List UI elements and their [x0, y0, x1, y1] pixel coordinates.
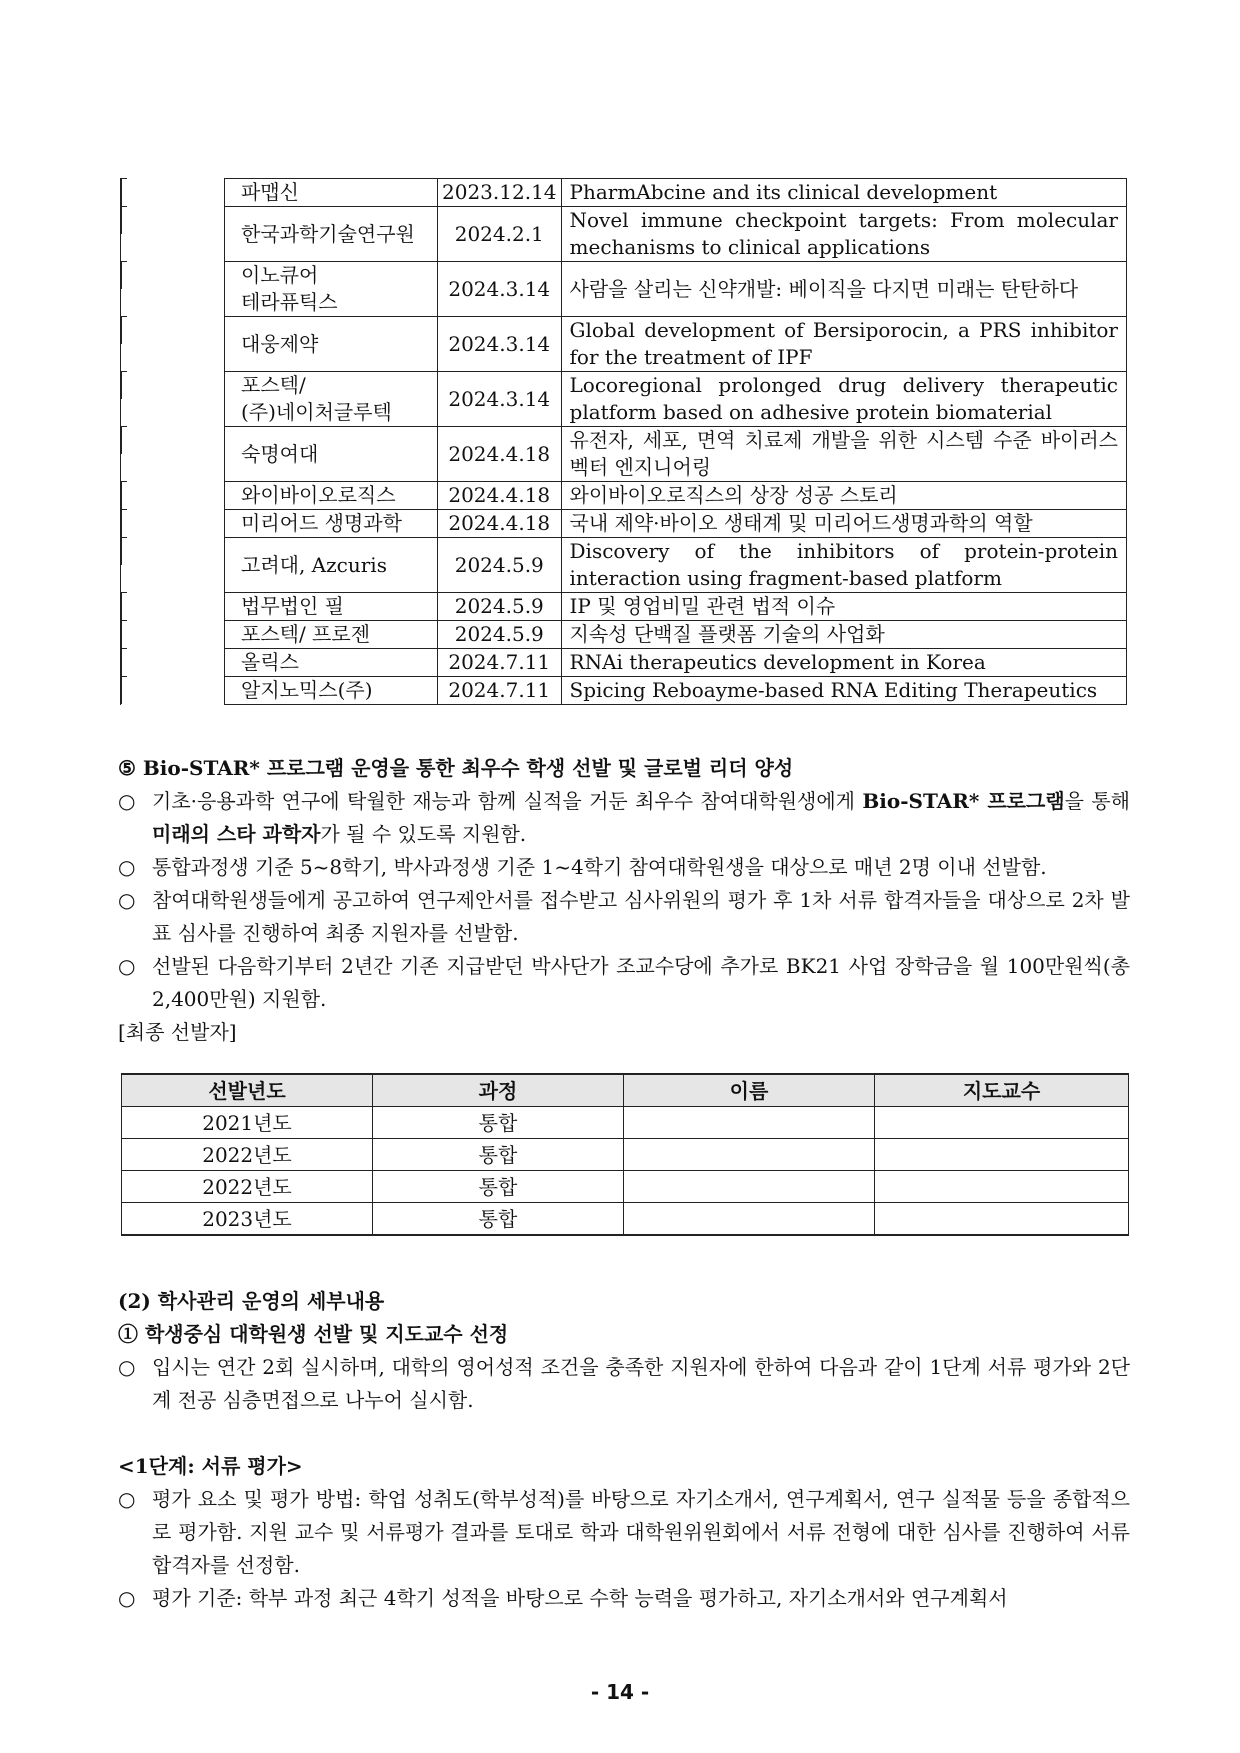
stage-1-section: [118, 1450, 1130, 1615]
seminar-topic: Discovery of the inhibitors of protein-protein interaction using fragment-based platform: [561, 538, 1126, 593]
bullet-circle-icon: ○: [118, 855, 136, 879]
selection-course: 통합: [373, 1107, 624, 1139]
seminar-row: [225, 621, 1127, 649]
seminar-org: 대웅제약: [225, 317, 438, 372]
seminar-date: 2023.12.14: [438, 179, 562, 207]
section-5-item-4: [118, 950, 1130, 1016]
bracket-tick: [121, 178, 127, 206]
bullet-circle-icon: ○: [118, 789, 136, 813]
final-selection-label: [최종 선발자]: [118, 1020, 237, 1044]
seminar-org: 올릭스: [225, 649, 438, 677]
section-5-item-2: [118, 851, 1130, 884]
bullet-circle-icon: ○: [118, 1586, 136, 1610]
seminar-date: 2024.3.14: [438, 317, 562, 372]
seminar-org: 법무법인 필: [225, 593, 438, 621]
seminar-date: 2024.3.14: [438, 372, 562, 427]
seminar-topic: PharmAbcine and its clinical development: [561, 179, 1126, 207]
item-text: 평가 기준: 학부 과정 최근 4학기 성적을 바탕으로 수학 능력을 평가하고, 자기소개서와 연구계획서: [152, 1586, 1008, 1610]
seminar-row: [225, 179, 1127, 207]
left-bracket-marks: [120, 178, 129, 705]
seminar-org: 고려대, Azcuris: [225, 538, 438, 593]
seminar-date: 2024.7.11: [438, 649, 562, 677]
selection-advisor-redacted: [875, 1107, 1129, 1139]
bullet-circle-icon: ○: [118, 1355, 136, 1379]
bracket-tick: [121, 261, 127, 289]
seminar-table: [224, 178, 1127, 705]
item-text: 통합과정생 기준 5~8학기, 박사과정생 기준 1~4학기 참여대학원생을 대상으로 매년 2명 이내 선발함.: [152, 855, 1047, 879]
item-text: 가 될 수 있도록 지원함.: [320, 822, 527, 846]
seminar-topic: 국내 제약·바이오 생태계 및 미리어드생명과학의 역할: [561, 510, 1126, 538]
seminar-topic: Spicing Reboayme-based RNA Editing Therapeutics: [561, 677, 1126, 705]
seminar-org: 알지노믹스(주): [225, 677, 438, 705]
selection-year: 2022년도: [122, 1171, 373, 1203]
selection-advisor-redacted: [875, 1139, 1129, 1171]
bullet-circle-icon: ○: [118, 1487, 136, 1511]
bullet-circle-icon: ○: [118, 954, 136, 978]
bracket-tick: [121, 206, 127, 234]
bracket-tick: [121, 592, 127, 620]
bracket-tick: [121, 481, 127, 509]
seminar-topic: 유전자, 세포, 면역 치료제 개발을 위한 시스템 수준 바이러스 벡터 엔지니어링: [561, 427, 1126, 482]
seminar-row: [225, 538, 1127, 593]
header-year: 선발년도: [122, 1074, 373, 1107]
selection-row: [122, 1171, 1129, 1203]
seminar-org: 한국과학기술연구원: [225, 207, 438, 262]
seminar-org: 포스텍/ 프로젠: [225, 621, 438, 649]
selection-course: 통합: [373, 1203, 624, 1236]
selection-year: 2022년도: [122, 1139, 373, 1171]
seminar-org: 이노큐어 테라퓨틱스: [225, 262, 438, 317]
section-5: [118, 752, 1130, 1049]
bracket-tick: [121, 509, 127, 537]
selection-row: [122, 1203, 1129, 1236]
selection-name-redacted: [624, 1171, 875, 1203]
section-5-item-1: [118, 785, 1130, 851]
selection-name-redacted: [624, 1203, 875, 1236]
bullet-circle-icon: ○: [118, 888, 136, 912]
seminar-date: 2024.5.9: [438, 593, 562, 621]
bracket-tick: [121, 371, 127, 399]
selection-name-redacted: [624, 1107, 875, 1139]
seminar-topic: 지속성 단백질 플랫폼 기술의 사업화: [561, 621, 1126, 649]
seminar-row: [225, 649, 1127, 677]
seminar-topic: IP 및 영업비밀 관련 법적 이슈: [561, 593, 1126, 621]
seminar-row: [225, 482, 1127, 510]
seminar-date: 2024.3.14: [438, 262, 562, 317]
section-2-subheading: ① 학생중심 대학원생 선발 및 지도교수 선정: [118, 1322, 509, 1346]
header-name: 이름: [624, 1074, 875, 1107]
seminar-org: 미리어드 생명과학: [225, 510, 438, 538]
seminar-topic: 사람을 살리는 신약개발: 베이직을 다지면 미래는 탄탄하다: [561, 262, 1126, 317]
seminar-date: 2024.5.9: [438, 538, 562, 593]
bracket-tick: [121, 648, 127, 676]
seminar-topic: RNAi therapeutics development in Korea: [561, 649, 1126, 677]
seminar-row: [225, 677, 1127, 705]
seminar-date: 2024.7.11: [438, 677, 562, 705]
seminar-topic: 와이바이오로직스의 상장 성공 스토리: [561, 482, 1126, 510]
selection-row: [122, 1139, 1129, 1171]
bracket-tick: [121, 620, 127, 648]
selection-advisor-redacted: [875, 1203, 1129, 1236]
item-text: 을 통해: [1064, 789, 1130, 813]
seminar-org: 파맵신: [225, 179, 438, 207]
stage-1-item-2: [118, 1582, 1130, 1615]
item-bold-text: 미래의 스타 과학자: [152, 822, 321, 846]
seminar-date: 2024.4.18: [438, 427, 562, 482]
final-selection-table: [121, 1073, 1129, 1236]
selection-name-redacted: [624, 1139, 875, 1171]
seminar-date: 2024.4.18: [438, 482, 562, 510]
item-text: 참여대학원생들에게 공고하여 연구제안서를 접수받고 심사위원의 평가 후 1차 서류 합격자들을 대상으로 2차 발표 심사를 진행하여 최종 지원자를 선발함.: [152, 888, 1130, 945]
item-text: 기초·응용과학 연구에 탁월한 재능과 함께 실적을 거둔 최우수 참여대학원생에게: [152, 789, 863, 813]
seminar-org: 숙명여대: [225, 427, 438, 482]
seminar-row: [225, 372, 1127, 427]
seminar-row: [225, 207, 1127, 262]
selection-year: 2023년도: [122, 1203, 373, 1236]
bracket-tick: [121, 537, 127, 565]
bracket-tick: [121, 426, 127, 454]
selection-row: [122, 1107, 1129, 1139]
stage-1-heading: <1단계: 서류 평가>: [118, 1454, 303, 1478]
bracket-tick: [121, 676, 127, 704]
item-bold-text: Bio-STAR* 프로그램: [862, 789, 1065, 813]
seminar-row: [225, 427, 1127, 482]
section-5-item-3: [118, 884, 1130, 950]
seminar-row: [225, 510, 1127, 538]
item-text: 평가 요소 및 평가 방법: 학업 성취도(학부성적)를 바탕으로 자기소개서, 연구계획서, 연구 실적물 등을 종합적으로 평가함. 지원 교수 및 서류평가 결과를 토대로 학과 대학원위원회에서 서류 전형에 대한 심사를 진행하여 서류 합격자를 선정함.: [152, 1487, 1130, 1577]
seminar-org: 와이바이오로직스: [225, 482, 438, 510]
seminar-org: 포스텍/ (주)네이처글루텍: [225, 372, 438, 427]
header-course: 과정: [373, 1074, 624, 1107]
section-2-item-1: [118, 1351, 1130, 1417]
selection-year: 2021년도: [122, 1107, 373, 1139]
seminar-topic: Global development of Bersiporocin, a PRS inhibitor for the treatment of IPF: [561, 317, 1126, 372]
seminar-topic: Novel immune checkpoint targets: From molecular mechanisms to clinical applications: [561, 207, 1126, 262]
selection-course: 통합: [373, 1139, 624, 1171]
section-5-heading: ⑤ Bio-STAR* 프로그램 운영을 통한 최우수 학생 선발 및 글로벌 리더 양성: [118, 756, 794, 780]
seminar-date: 2024.5.9: [438, 621, 562, 649]
page-number: - 14 -: [590, 1680, 650, 1704]
seminar-date: 2024.4.18: [438, 510, 562, 538]
seminar-row: [225, 593, 1127, 621]
section-2: [118, 1285, 1130, 1417]
item-text: 입시는 연간 2회 실시하며, 대학의 영어성적 조건을 충족한 지원자에 한하여 다음과 같이 1단계 서류 평가와 2단계 전공 심층면접으로 나누어 실시함.: [152, 1355, 1130, 1412]
stage-1-item-1: [118, 1483, 1130, 1582]
seminar-date: 2024.2.1: [438, 207, 562, 262]
section-2-heading: (2) 학사관리 운영의 세부내용: [118, 1289, 385, 1313]
selection-advisor-redacted: [875, 1171, 1129, 1203]
seminar-topic: Locoregional prolonged drug delivery therapeutic platform based on adhesive protein biomaterial: [561, 372, 1126, 427]
seminar-row: [225, 262, 1127, 317]
selection-course: 통합: [373, 1171, 624, 1203]
header-advisor: 지도교수: [875, 1074, 1129, 1107]
seminar-row: [225, 317, 1127, 372]
bracket-tick: [121, 316, 127, 344]
item-text: 선발된 다음학기부터 2년간 기존 지급받던 박사단가 조교수당에 추가로 BK21 사업 장학금을 월 100만원씩(총 2,400만원) 지원함.: [152, 954, 1130, 1011]
